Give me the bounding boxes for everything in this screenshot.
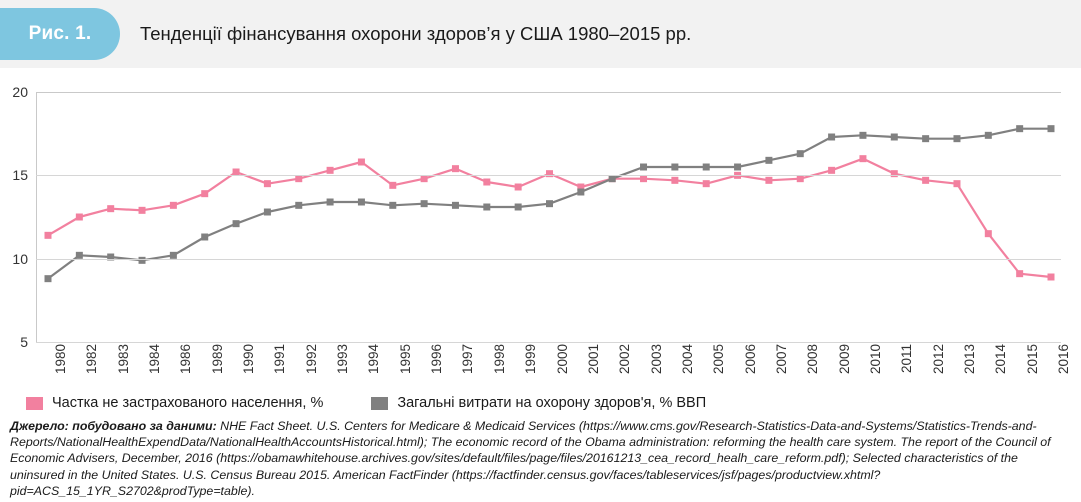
- x-axis-tick-label: 1999: [523, 344, 539, 375]
- x-axis-tick-label: 1984: [147, 344, 163, 375]
- data-point-marker: [45, 232, 52, 239]
- legend-label-uninsured: Частка не застрахованого населення, %: [52, 395, 324, 411]
- data-point-marker: [107, 205, 114, 212]
- data-point-marker: [859, 155, 866, 162]
- x-axis-tick-label: 1997: [460, 344, 476, 375]
- y-axis-tick-label: 10: [12, 250, 28, 267]
- data-point-marker: [201, 234, 208, 241]
- x-axis-tick-label: 1990: [241, 344, 257, 375]
- data-point-marker: [1016, 270, 1023, 277]
- data-point-marker: [358, 199, 365, 206]
- data-point-marker: [452, 165, 459, 172]
- data-point-marker: [483, 179, 490, 186]
- x-axis-tick-label: 1983: [115, 344, 131, 375]
- data-point-marker: [891, 134, 898, 141]
- data-point-marker: [170, 202, 177, 209]
- data-point-marker: [421, 200, 428, 207]
- x-axis-tick-label: 1986: [178, 344, 194, 375]
- x-axis-tick-label: 1995: [397, 344, 413, 375]
- y-axis-labels: [0, 84, 34, 350]
- x-axis-tick-label: 2016: [1056, 344, 1071, 375]
- x-axis-tick-label: 2001: [585, 344, 601, 375]
- data-point-marker: [139, 207, 146, 214]
- x-axis-tick-label: 1993: [335, 344, 351, 375]
- data-point-marker: [953, 135, 960, 142]
- x-axis-tick-label: 2015: [1024, 344, 1040, 375]
- data-point-marker: [859, 132, 866, 139]
- legend-item-spending: [371, 395, 706, 411]
- figure-header: [0, 0, 1081, 68]
- x-axis-tick-label: 2004: [679, 344, 695, 375]
- data-point-marker: [515, 184, 522, 191]
- data-point-marker: [389, 182, 396, 189]
- data-point-marker: [546, 200, 553, 207]
- x-axis-tick-label: 1992: [303, 344, 319, 375]
- chart-legend: [26, 392, 1066, 414]
- data-point-marker: [1016, 125, 1023, 132]
- data-point-marker: [734, 164, 741, 171]
- legend-item-uninsured: [26, 395, 323, 411]
- x-axis-tick-label: 2006: [742, 344, 758, 375]
- data-point-marker: [483, 204, 490, 211]
- x-axis-tick-label: 1998: [491, 344, 507, 375]
- data-point-marker: [922, 177, 929, 184]
- data-point-marker: [671, 164, 678, 171]
- gridline: [36, 175, 1061, 176]
- x-axis-tick-label: 2013: [961, 344, 977, 375]
- chart-container: [0, 68, 1081, 408]
- data-point-marker: [640, 164, 647, 171]
- x-axis-tick-label: 2009: [836, 344, 852, 375]
- data-point-marker: [201, 190, 208, 197]
- plot-area: [36, 92, 1061, 342]
- source-text: NHE Fact Sheet. U.S. Centers for Medicare & Medicaid Services (https://www.cms.gov/Research-Statistics-Data-and-Systems/Statistics-Trends-and-Reports/NationalHealthExpendData/NationalHealthAccountsHistorical.html); The economic record of the Obama administration: reforming the health care system. The report of the Council of Economic Advisers, December, 2016 (https://obamawhitehouse.archives.gov/sites/default/files/page/files/20161213_cea_record_healh_care_reform.pdf); Selected characteristics of the uninsured in the United States. U.S. Census Bureau 2015. American FactFinder (https://factfinder.census.gov/faces/tableservices/jsf/pages/productview.xhtml?pid=ACS_15_1YR_S2702&prodType=table).: [10, 419, 1051, 498]
- data-point-marker: [703, 180, 710, 187]
- data-point-marker: [985, 132, 992, 139]
- data-point-marker: [828, 134, 835, 141]
- data-point-marker: [389, 202, 396, 209]
- x-axis-tick-label: 2000: [554, 344, 570, 375]
- x-axis-tick-label: 2008: [805, 344, 821, 375]
- gridline: [36, 342, 1061, 343]
- data-point-marker: [358, 159, 365, 166]
- data-point-marker: [797, 150, 804, 157]
- data-point-marker: [765, 177, 772, 184]
- data-point-marker: [327, 167, 334, 174]
- x-axis-tick-label: 2010: [867, 344, 883, 375]
- data-point-marker: [1048, 125, 1055, 132]
- legend-label-spending: Загальні витрати на охорону здоров'я, % ВВП: [397, 395, 707, 411]
- x-axis-tick-label: 2014: [993, 344, 1009, 375]
- x-axis-tick-label: 1991: [272, 344, 288, 375]
- x-axis-tick-label: 2012: [930, 344, 946, 375]
- data-point-marker: [703, 164, 710, 171]
- legend-swatch-icon: [371, 397, 388, 410]
- data-point-marker: [671, 177, 678, 184]
- data-point-marker: [264, 209, 271, 216]
- data-point-marker: [45, 275, 52, 282]
- series-lines: [36, 92, 1061, 342]
- source-prefix: Джерело: побудовано за даними:: [10, 419, 217, 433]
- data-point-marker: [295, 202, 302, 209]
- y-axis-tick-label: 15: [12, 167, 28, 184]
- data-point-marker: [828, 167, 835, 174]
- source-note: [10, 418, 1072, 499]
- y-axis-tick-label: 5: [20, 334, 28, 350]
- gridline: [36, 92, 1061, 93]
- data-point-marker: [953, 180, 960, 187]
- x-axis-tick-label: 1980: [53, 344, 68, 375]
- x-axis-tick-label: 1982: [84, 344, 100, 375]
- data-point-marker: [922, 135, 929, 142]
- x-axis-tick-label: 1989: [209, 344, 225, 375]
- data-point-marker: [515, 204, 522, 211]
- data-point-marker: [76, 214, 83, 221]
- x-axis-tick-label: 2007: [773, 344, 789, 375]
- figure-number-badge: Рис. 1.: [0, 8, 120, 60]
- gridline: [36, 259, 1061, 260]
- figure-title: Тенденції фінансування охорони здоров’я у США 1980–2015 рр.: [140, 23, 692, 44]
- data-point-marker: [765, 157, 772, 164]
- data-point-marker: [577, 189, 584, 196]
- x-axis-tick-label: 2005: [711, 344, 727, 375]
- data-point-marker: [452, 202, 459, 209]
- legend-swatch-icon: [26, 397, 43, 410]
- x-axis-tick-label: 1996: [429, 344, 445, 375]
- x-axis-tick-label: 2011: [899, 344, 915, 374]
- x-axis-tick-label: 1994: [366, 344, 382, 375]
- data-point-marker: [1048, 274, 1055, 281]
- y-axis-tick-label: 20: [12, 84, 28, 100]
- x-axis-tick-label: 2003: [648, 344, 664, 375]
- data-point-marker: [264, 180, 271, 187]
- data-point-marker: [233, 220, 240, 227]
- data-point-marker: [327, 199, 334, 206]
- data-point-marker: [985, 230, 992, 237]
- x-axis-tick-label: 2002: [617, 344, 633, 375]
